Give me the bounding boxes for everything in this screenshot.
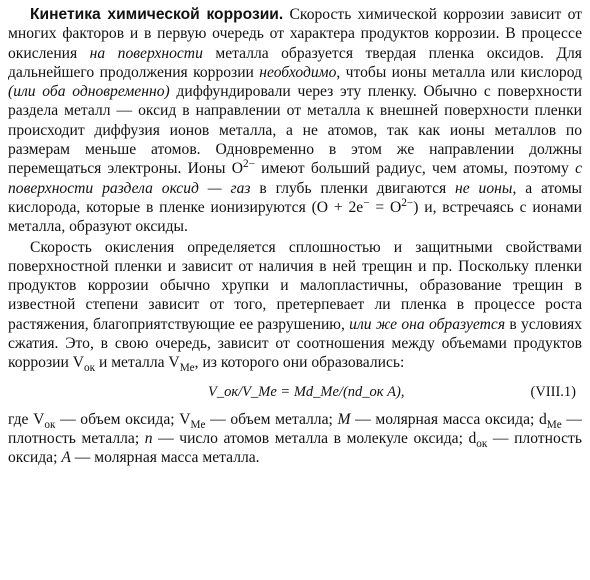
text-run: в глубь пленки двигаются [250,179,456,197]
text-run: ) и, встречаясь с ионами металла, образуют оксиды. [8,198,582,236]
text-run: = O [369,198,402,216]
subscript: Me [546,418,562,431]
text-run: имеют больший радиус, чем атомы, поэтому [254,160,576,178]
subscript: ок [44,418,56,431]
equation-block [8,378,582,408]
text-run: — молярная масса оксида; d [350,410,547,428]
text-run: , а атомы кислорода, которые в пленке ионизируются (O + 2e [8,179,582,216]
text-run: — объем оксида; V [55,410,191,428]
italic-run: (или оба одновременно) [8,83,170,101]
superscript: 2− [401,196,414,209]
italic-run: M [337,410,351,428]
subscript: Me [190,418,206,431]
subscript: ок [83,362,96,375]
superscript: 2− [243,158,255,171]
text-run: Скорость химической коррозии зависит от многих факторов и в первую очередь от характера продуктов коррозии. В процессе окисления [8,6,582,62]
paragraph-where-definitions [8,410,582,468]
italic-run: n [144,429,153,447]
text-run: диффундировали через эту пленку. Обычно с поверхности раздела металл — оксид в направлении от металла к внешней поверхности пленки происходит диффузия ионов металла, а не атомов, так как ионы металлов по размерам меньше атомов. Одновременно в этом же направлении должны перемещаться электроны. Ионы O [8,83,582,178]
italic-run: не ионы [455,179,513,197]
section-heading: Кинетика химической коррозии. [30,6,284,23]
text-run: металла образуется твердая пленка оксидов. Для дальнейшего продолжения коррозии [8,44,582,81]
text-run: — плотность оксида; [8,429,582,467]
text-run: — число атомов металла в молекуле оксида; d [152,429,477,447]
equation-number: (VIII.1) [530,383,576,400]
text-run: в условиях сжатия. Это, в свою очередь, зависит от соотношения между объемами продуктов коррозии V [8,315,583,372]
subscript: ок [476,438,488,451]
text-run: — объем металла; [205,410,338,428]
text-run: Скорость окисления определяется сплошностью и защитными свойствами поверхностной пленки и зависит от наличия в ней трещин и пр. Поскольку пленки продуктов коррозии обычно хрупки и малопластичны, образование трещин в известной степени зависит от того, претерпевает ли пленка в процессе роста растяжения, благоприятствующие ее разрушению, [8,238,582,333]
subscript: Me [179,362,195,375]
text-run: где V [8,410,45,428]
italic-run: на поверхности [89,44,203,62]
text-run: , из которого они образовались: [194,354,405,372]
text-run: и металла V [95,354,180,372]
paragraph-corrosion-kinetics [8,5,582,237]
italic-run: необходимо [259,63,337,81]
equation: V_ок/V_Me = Md_Me/(nd_ок A), [208,383,405,400]
superscript: − [363,196,370,209]
text-run: — плотность металла; [8,410,582,447]
text-run: — молярная масса металла. [70,449,260,467]
italic-run: или же она образуется [349,315,506,333]
italic-run: A [61,449,71,467]
italic-run: с поверхности раздела оксид — газ [8,160,582,197]
paragraph-oxidation-rate [8,238,582,373]
text-run: , чтобы ионы металла или кислород [336,63,582,81]
